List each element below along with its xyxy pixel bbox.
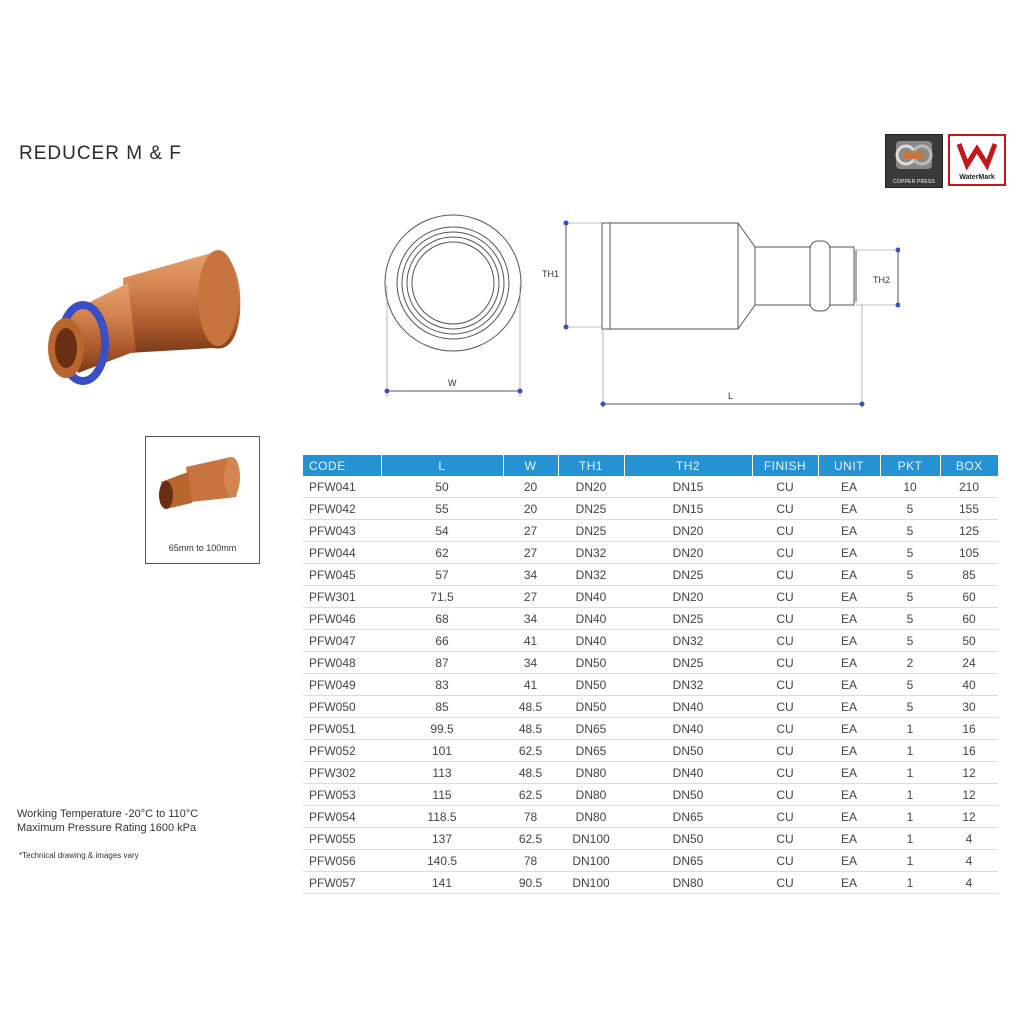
table-cell: EA — [818, 520, 880, 542]
table-cell: EA — [818, 784, 880, 806]
table-row — [303, 542, 998, 564]
table-cell: 85 — [940, 564, 998, 586]
table-cell: 60 — [940, 586, 998, 608]
table-row — [303, 872, 998, 894]
table-cell: 5 — [880, 630, 940, 652]
table-cell: DN40 — [624, 718, 752, 740]
table-row — [303, 520, 998, 542]
table-cell: CU — [752, 498, 818, 520]
table-cell: PFW041 — [303, 476, 381, 498]
table-cell: DN32 — [558, 564, 624, 586]
table-cell: 57 — [381, 564, 503, 586]
table-row — [303, 586, 998, 608]
table-cell: 24 — [940, 652, 998, 674]
column-header: PKT — [880, 455, 940, 476]
table-cell: 5 — [880, 586, 940, 608]
table-cell: EA — [818, 828, 880, 850]
table-cell: DN80 — [624, 872, 752, 894]
table-cell: CU — [752, 520, 818, 542]
table-cell: 41 — [503, 674, 558, 696]
copper-press-logo — [885, 134, 943, 188]
table-cell: 1 — [880, 762, 940, 784]
dimension-w-label: W — [448, 378, 457, 388]
table-cell: DN25 — [624, 564, 752, 586]
table-row — [303, 696, 998, 718]
table-cell: EA — [818, 608, 880, 630]
table-cell: DN25 — [558, 520, 624, 542]
table-cell: 71.5 — [381, 586, 503, 608]
table-cell: 68 — [381, 608, 503, 630]
table-cell: 1 — [880, 872, 940, 894]
table-cell: 90.5 — [503, 872, 558, 894]
working-temperature-text: Working Temperature -20°C to 110°C — [17, 808, 199, 820]
table-cell: DN32 — [558, 542, 624, 564]
table-cell: 5 — [880, 696, 940, 718]
table-cell: PFW042 — [303, 498, 381, 520]
table-cell: 4 — [940, 872, 998, 894]
table-header-row — [303, 455, 998, 476]
copper-press-label: COPPER PRESS — [893, 179, 935, 185]
table-cell: 4 — [940, 850, 998, 872]
table-row — [303, 828, 998, 850]
table-cell: 105 — [940, 542, 998, 564]
table-cell: 5 — [880, 674, 940, 696]
table-cell: 125 — [940, 520, 998, 542]
table-cell: DN50 — [558, 674, 624, 696]
table-cell: DN32 — [624, 630, 752, 652]
table-cell: PFW054 — [303, 806, 381, 828]
column-header: CODE — [303, 455, 381, 476]
table-cell: 137 — [381, 828, 503, 850]
table-row — [303, 498, 998, 520]
table-cell: 78 — [503, 850, 558, 872]
table-cell: DN20 — [624, 520, 752, 542]
table-cell: 2 — [880, 652, 940, 674]
dimension-l-label: L — [728, 391, 734, 401]
column-header: FINISH — [752, 455, 818, 476]
table-cell: CU — [752, 806, 818, 828]
table-cell: DN25 — [624, 608, 752, 630]
table-cell: DN65 — [624, 806, 752, 828]
table-cell: DN100 — [558, 872, 624, 894]
table-cell: 20 — [503, 498, 558, 520]
table-cell: PFW044 — [303, 542, 381, 564]
watermark-label: WaterMark — [959, 174, 995, 181]
table-cell: DN80 — [558, 784, 624, 806]
table-cell: EA — [818, 630, 880, 652]
specifications-notes — [17, 807, 198, 835]
table-cell: 1 — [880, 850, 940, 872]
table-cell: EA — [818, 586, 880, 608]
table-cell: DN40 — [624, 762, 752, 784]
table-cell: 210 — [940, 476, 998, 498]
table-cell: 83 — [381, 674, 503, 696]
table-cell: PFW053 — [303, 784, 381, 806]
table-cell: EA — [818, 498, 880, 520]
table-cell: DN20 — [624, 586, 752, 608]
table-cell: PFW052 — [303, 740, 381, 762]
table-cell: 5 — [880, 498, 940, 520]
table-cell: 34 — [503, 652, 558, 674]
table-cell: 50 — [381, 476, 503, 498]
column-header: W — [503, 455, 558, 476]
table-cell: PFW047 — [303, 630, 381, 652]
table-row — [303, 608, 998, 630]
table-cell: 40 — [940, 674, 998, 696]
table-cell: DN25 — [558, 498, 624, 520]
table-cell: DN15 — [624, 476, 752, 498]
table-row — [303, 630, 998, 652]
table-cell: DN80 — [558, 806, 624, 828]
table-cell: DN50 — [624, 784, 752, 806]
column-header: L — [381, 455, 503, 476]
table-cell: DN100 — [558, 828, 624, 850]
table-cell: CU — [752, 762, 818, 784]
table-row — [303, 806, 998, 828]
table-cell: 1 — [880, 828, 940, 850]
table-cell: PFW051 — [303, 718, 381, 740]
table-cell: 16 — [940, 718, 998, 740]
table-cell: DN50 — [624, 828, 752, 850]
table-cell: 66 — [381, 630, 503, 652]
table-cell: DN50 — [558, 696, 624, 718]
table-cell: EA — [818, 652, 880, 674]
table-cell: 50 — [940, 630, 998, 652]
table-cell: PFW046 — [303, 608, 381, 630]
table-cell: 4 — [940, 828, 998, 850]
table-cell: CU — [752, 828, 818, 850]
table-cell: 1 — [880, 718, 940, 740]
technical-drawing — [370, 205, 900, 415]
table-cell: CU — [752, 718, 818, 740]
table-cell: DN65 — [558, 718, 624, 740]
table-cell: 60 — [940, 608, 998, 630]
table-cell: 62.5 — [503, 784, 558, 806]
table-cell: 5 — [880, 608, 940, 630]
table-cell: 30 — [940, 696, 998, 718]
table-cell: EA — [818, 542, 880, 564]
table-cell: DN20 — [558, 476, 624, 498]
max-pressure-text: Maximum Pressure Rating 1600 kPa — [17, 822, 197, 834]
table-cell: DN20 — [624, 542, 752, 564]
table-cell: CU — [752, 652, 818, 674]
table-cell: 12 — [940, 784, 998, 806]
table-cell: CU — [752, 784, 818, 806]
table-cell: CU — [752, 608, 818, 630]
table-cell: 5 — [880, 564, 940, 586]
table-cell: PFW056 — [303, 850, 381, 872]
table-cell: 27 — [503, 520, 558, 542]
table-cell: DN100 — [558, 850, 624, 872]
table-cell: EA — [818, 806, 880, 828]
table-cell: 34 — [503, 608, 558, 630]
table-cell: 113 — [381, 762, 503, 784]
table-cell: 5 — [880, 542, 940, 564]
watermark-w-icon — [950, 136, 1004, 172]
table-cell: 34 — [503, 564, 558, 586]
table-cell: 27 — [503, 542, 558, 564]
product-photo — [28, 243, 248, 393]
table-cell: 10 — [880, 476, 940, 498]
table-cell: PFW043 — [303, 520, 381, 542]
table-cell: 155 — [940, 498, 998, 520]
table-cell: PFW049 — [303, 674, 381, 696]
spec-table — [303, 455, 998, 894]
table-cell: 48.5 — [503, 718, 558, 740]
table-cell: DN65 — [558, 740, 624, 762]
table-cell: EA — [818, 762, 880, 784]
table-cell: 62.5 — [503, 828, 558, 850]
table-cell: 1 — [880, 806, 940, 828]
table-cell: 1 — [880, 784, 940, 806]
table-cell: 55 — [381, 498, 503, 520]
table-cell: PFW048 — [303, 652, 381, 674]
table-cell: EA — [818, 718, 880, 740]
column-header: TH2 — [624, 455, 752, 476]
table-cell: EA — [818, 850, 880, 872]
table-cell: PFW301 — [303, 586, 381, 608]
table-cell: 87 — [381, 652, 503, 674]
table-cell: PFW302 — [303, 762, 381, 784]
table-cell: 62 — [381, 542, 503, 564]
table-cell: 62.5 — [503, 740, 558, 762]
thumbnail-photo — [146, 437, 259, 527]
table-cell: 20 — [503, 476, 558, 498]
table-cell: DN40 — [558, 608, 624, 630]
table-cell: EA — [818, 872, 880, 894]
table-cell: 41 — [503, 630, 558, 652]
table-cell: CU — [752, 674, 818, 696]
table-row — [303, 564, 998, 586]
table-cell: PFW057 — [303, 872, 381, 894]
table-cell: DN50 — [558, 652, 624, 674]
table-cell: EA — [818, 674, 880, 696]
page-title: REDUCER M & F — [19, 143, 182, 164]
table-row — [303, 784, 998, 806]
table-row — [303, 476, 998, 498]
end-view — [385, 215, 521, 351]
side-view — [602, 223, 856, 329]
table-row — [303, 762, 998, 784]
table-cell: 12 — [940, 762, 998, 784]
table-cell: CU — [752, 696, 818, 718]
table-cell: 78 — [503, 806, 558, 828]
table-cell: DN65 — [624, 850, 752, 872]
dimension-th2-label: TH2 — [873, 275, 891, 285]
table-cell: DN25 — [624, 652, 752, 674]
table-cell: 141 — [381, 872, 503, 894]
table-cell: DN32 — [624, 674, 752, 696]
table-cell: DN50 — [624, 740, 752, 762]
table-cell: CU — [752, 850, 818, 872]
table-row — [303, 652, 998, 674]
table-cell: PFW045 — [303, 564, 381, 586]
table-row — [303, 850, 998, 872]
table-cell: CU — [752, 542, 818, 564]
table-cell: 140.5 — [381, 850, 503, 872]
table-cell: 85 — [381, 696, 503, 718]
table-cell: 27 — [503, 586, 558, 608]
column-header: BOX — [940, 455, 998, 476]
table-row — [303, 740, 998, 762]
table-cell: EA — [818, 696, 880, 718]
table-cell: DN15 — [624, 498, 752, 520]
table-cell: DN40 — [624, 696, 752, 718]
column-header: UNIT — [818, 455, 880, 476]
table-cell: 54 — [381, 520, 503, 542]
table-cell: EA — [818, 476, 880, 498]
table-cell: DN40 — [558, 630, 624, 652]
table-row — [303, 674, 998, 696]
table-cell: DN80 — [558, 762, 624, 784]
table-cell: CU — [752, 586, 818, 608]
table-cell: 16 — [940, 740, 998, 762]
table-cell: EA — [818, 564, 880, 586]
copper-press-emblem-icon — [886, 135, 942, 177]
table-cell: CU — [752, 564, 818, 586]
watermark-logo — [948, 134, 1006, 186]
table-cell: 48.5 — [503, 696, 558, 718]
column-header: TH1 — [558, 455, 624, 476]
table-cell: CU — [752, 740, 818, 762]
table-cell: 48.5 — [503, 762, 558, 784]
thumbnail-caption: 65mm to 100mm — [168, 543, 237, 553]
table-cell: PFW050 — [303, 696, 381, 718]
disclaimer-text: *Technical drawing & images vary — [19, 851, 139, 860]
table-cell: 1 — [880, 740, 940, 762]
table-cell: 5 — [880, 520, 940, 542]
table-cell: 101 — [381, 740, 503, 762]
table-cell: EA — [818, 740, 880, 762]
dimension-th1-label: TH1 — [542, 269, 560, 279]
table-cell: DN40 — [558, 586, 624, 608]
table-row — [303, 718, 998, 740]
table-cell: CU — [752, 476, 818, 498]
table-cell: 115 — [381, 784, 503, 806]
table-cell: PFW055 — [303, 828, 381, 850]
table-cell: 12 — [940, 806, 998, 828]
table-cell: 99.5 — [381, 718, 503, 740]
thumbnail-card — [145, 436, 260, 564]
table-cell: CU — [752, 630, 818, 652]
table-cell: CU — [752, 872, 818, 894]
table-cell: 118.5 — [381, 806, 503, 828]
